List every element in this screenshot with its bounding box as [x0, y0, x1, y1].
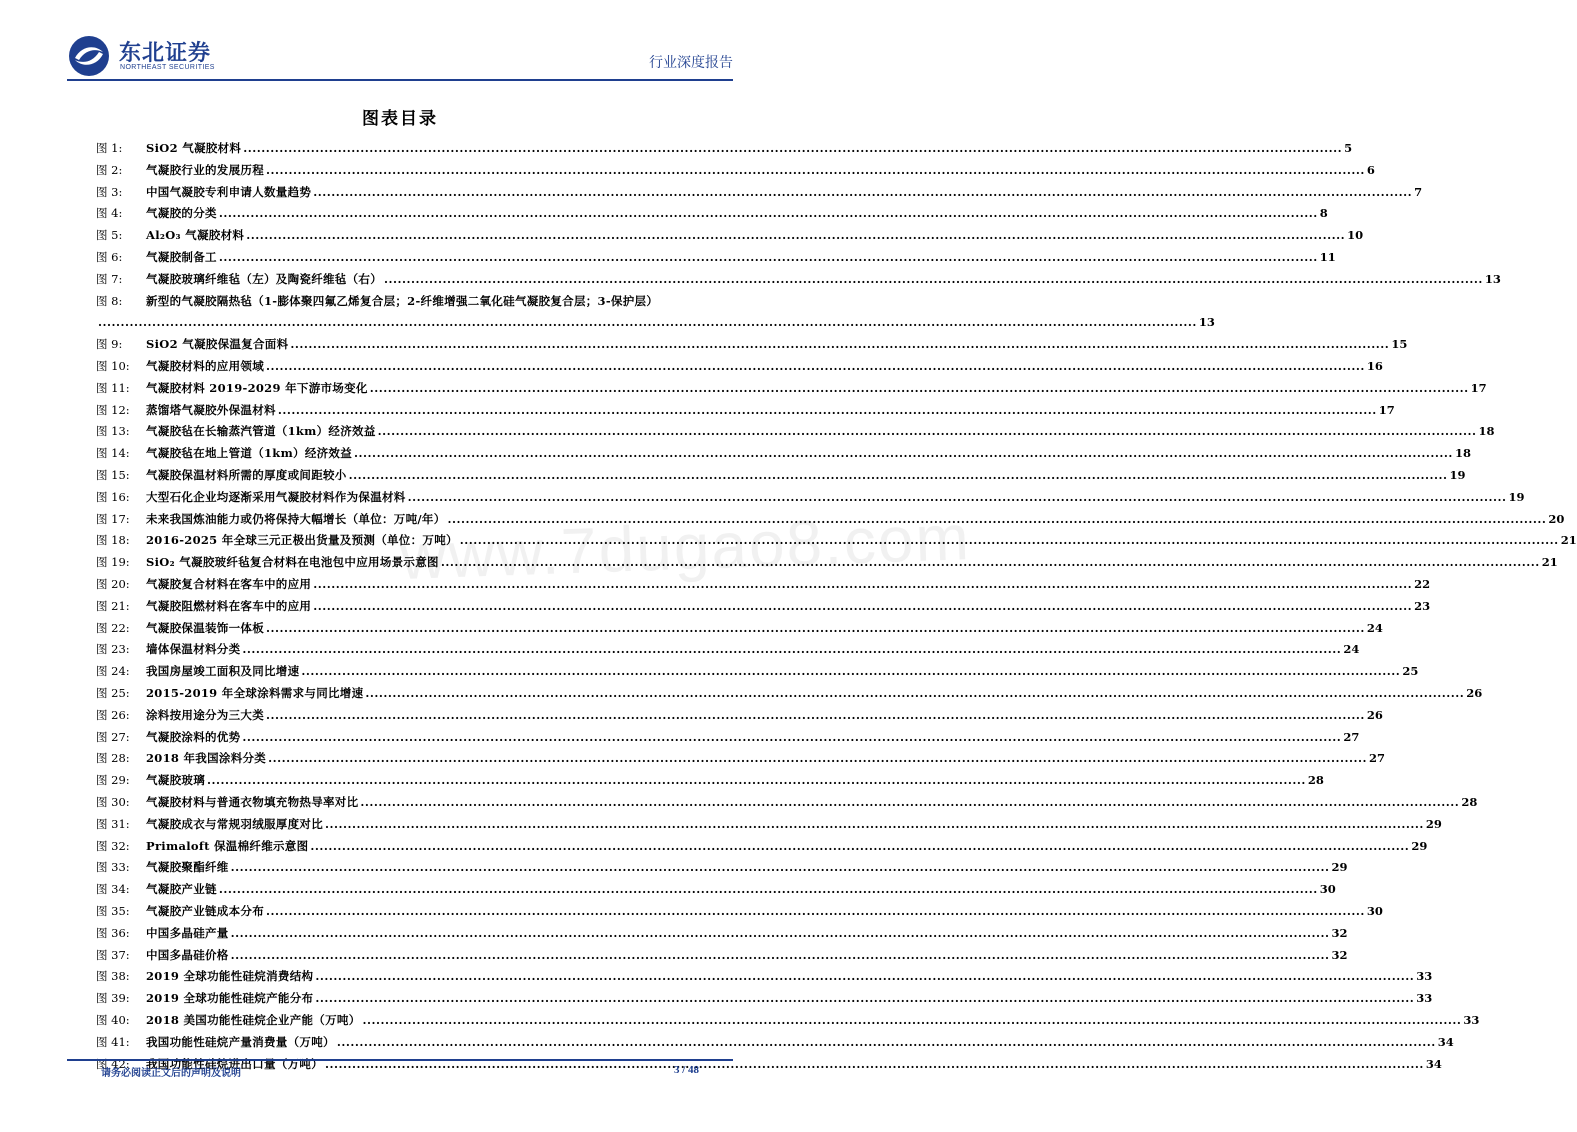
dot-leader	[349, 466, 1448, 484]
figure-title: 气凝胶成衣与常规羽绒服厚度对比	[146, 816, 323, 831]
dot-leader	[313, 575, 1412, 593]
toc-entry[interactable]	[96, 270, 1501, 288]
figure-number: 图 22:	[96, 620, 130, 635]
page-number: 29	[1411, 838, 1428, 853]
dot-leader	[246, 226, 1345, 244]
page-title: 图表目录	[362, 109, 438, 129]
page-indicator: 3 / 48	[673, 1064, 699, 1076]
figure-number: 图 3:	[96, 184, 123, 199]
page-number: 33	[1416, 991, 1433, 1006]
figure-number: 图 35:	[96, 904, 130, 918]
dot-leader	[266, 706, 1365, 724]
figure-title: 中国多晶硅产量	[146, 925, 229, 940]
page-number: 19	[1508, 489, 1525, 504]
dot-leader	[242, 640, 1341, 658]
toc-entry[interactable]	[96, 444, 1471, 462]
dot-leader	[266, 161, 1365, 179]
toc-entry[interactable]	[96, 967, 1433, 985]
figure-number: 图 29:	[96, 773, 130, 788]
toc-entry[interactable]	[96, 793, 1478, 811]
figure-title: 中国多晶硅价格	[146, 947, 229, 962]
figure-title: 气凝胶毡在长输蒸汽管道（1km）经济效益	[146, 424, 376, 439]
figure-number: 图 5:	[96, 228, 123, 243]
header-divider	[67, 79, 733, 81]
figure-title: 2015-2019 年全球涂料需求与同比增速	[146, 686, 364, 700]
footer-divider	[67, 1059, 733, 1061]
figure-number: 图 23:	[96, 642, 130, 657]
figure-title: 气凝胶保温装饰一体板	[146, 620, 264, 635]
toc-entry[interactable]	[96, 553, 1558, 571]
page-number: 27	[1369, 751, 1386, 766]
dot-leader	[290, 335, 1389, 353]
figure-title: 我国功能性硅烷进出口量（万吨）	[146, 1056, 323, 1071]
dot-leader	[310, 837, 1409, 855]
figure-number: 图 1:	[96, 141, 123, 155]
toc-entry[interactable]	[96, 706, 1383, 724]
page-number: 30	[1366, 904, 1383, 918]
toc-entry[interactable]	[96, 1033, 1454, 1051]
figure-title: 气凝胶涂料的优势	[146, 729, 241, 744]
toc-entry[interactable]	[96, 858, 1348, 876]
page-number: 33	[1463, 1013, 1480, 1027]
page-number: 18	[1478, 424, 1495, 439]
toc-entry[interactable]	[96, 597, 1431, 615]
company-name-cn: 东北证券	[119, 41, 212, 66]
page-number: 22	[1414, 577, 1431, 591]
figure-number: 图 27:	[96, 729, 130, 744]
dot-leader	[384, 270, 1483, 288]
dot-leader	[219, 248, 1318, 266]
figure-title: SiO2 气凝胶保温复合面料	[146, 337, 289, 352]
page-number: 28	[1461, 795, 1478, 809]
figure-title: 墙体保温材料分类	[146, 642, 241, 657]
page-number: 15	[1391, 337, 1408, 352]
figure-number: 图 11:	[96, 380, 130, 395]
page-number: 25	[1402, 664, 1419, 679]
toc-entry[interactable]	[96, 837, 1428, 855]
dot-leader	[325, 815, 1424, 833]
page-number: 32	[1331, 947, 1348, 962]
toc-entry[interactable]	[96, 139, 1353, 157]
dot-leader	[363, 1011, 1462, 1029]
toc-entry[interactable]	[96, 880, 1336, 898]
toc-entry[interactable]	[96, 510, 1565, 528]
dot-leader	[315, 989, 1414, 1007]
figure-number: 图 17:	[96, 511, 130, 526]
page-number: 8	[1319, 206, 1328, 221]
toc-entry[interactable]	[96, 619, 1383, 637]
figure-number: 图 36:	[96, 925, 130, 940]
toc-entry[interactable]	[96, 924, 1348, 942]
toc-entry[interactable]	[96, 531, 1577, 549]
toc-entry[interactable]	[96, 640, 1360, 658]
toc-entry[interactable]	[96, 488, 1525, 506]
figure-title: Primaloft 保温棉纤维示意图	[146, 838, 309, 853]
toc-entry[interactable]	[96, 989, 1433, 1007]
toc-entry[interactable]	[96, 749, 1386, 767]
figure-number: 图 25:	[96, 686, 130, 700]
figure-number: 图 37:	[96, 947, 130, 962]
dot-leader	[266, 902, 1365, 920]
figure-title: SiO2 气凝胶材料	[146, 141, 242, 155]
dot-leader	[360, 793, 1459, 811]
page-number: 33	[1416, 969, 1433, 984]
toc-entry[interactable]	[96, 728, 1360, 746]
page-number: 17	[1470, 380, 1487, 395]
dot-leader	[231, 946, 1330, 964]
dot-leader	[354, 444, 1453, 462]
figure-number: 图 41:	[96, 1034, 130, 1049]
dot-leader	[219, 880, 1318, 898]
figure-number: 图 15:	[96, 468, 130, 482]
dot-leader	[315, 967, 1414, 985]
page-number: 21	[1541, 555, 1558, 570]
figure-title: 气凝胶复合材料在客车中的应用	[146, 577, 312, 591]
figure-title: 中国气凝胶专利申请人数量趋势	[146, 184, 312, 199]
page-number: 5	[1344, 141, 1353, 155]
figure-title: 气凝胶制备工	[146, 250, 217, 264]
report-type-label: 行业深度报告	[649, 55, 733, 71]
figure-number: 图 2:	[96, 162, 123, 177]
dot-leader	[325, 1055, 1424, 1073]
dot-leader	[98, 313, 1197, 331]
figure-number: 图 26:	[96, 707, 130, 722]
figure-title: 气凝胶行业的发展历程	[146, 162, 264, 177]
toc-entry-continuation[interactable]	[96, 313, 1215, 331]
toc-entry[interactable]	[96, 335, 1408, 353]
dot-leader	[207, 771, 1306, 789]
figure-number: 图 42:	[96, 1056, 130, 1071]
figure-number: 图 32:	[96, 838, 130, 853]
page-number: 19	[1449, 468, 1466, 482]
figure-number: 图 7:	[96, 271, 123, 286]
page-number: 20	[1548, 511, 1565, 526]
figure-title: 2018 年我国涂料分类	[146, 751, 267, 766]
toc-entry[interactable]	[96, 357, 1383, 375]
page-number: 29	[1425, 816, 1442, 831]
figure-number: 图 33:	[96, 860, 130, 875]
toc-entry[interactable]	[96, 422, 1495, 440]
northeast-securities-logo-icon	[67, 34, 111, 78]
figure-title: 我国功能性硅烷产量消费量（万吨）	[146, 1034, 335, 1049]
figure-title: 气凝胶保温材料所需的厚度或间距较小	[146, 468, 347, 482]
dot-leader	[460, 531, 1559, 549]
figure-title: 气凝胶材料 2019-2029 年下游市场变化	[146, 380, 368, 395]
figure-title: 2018 美国功能性硅烷企业产能（万吨）	[146, 1013, 361, 1027]
dot-leader	[337, 1033, 1436, 1051]
page-number: 27	[1343, 729, 1360, 744]
toc-entry[interactable]	[96, 771, 1324, 789]
figure-title: 未来我国炼油能力或仍将保持大幅增长（单位：万吨/年）	[146, 511, 446, 526]
page-number: 34	[1425, 1056, 1442, 1071]
dot-leader	[219, 204, 1318, 222]
toc-entry[interactable]	[96, 161, 1375, 179]
footer-disclaimer: 请务必阅读正文后的声明及说明	[101, 1068, 241, 1079]
figure-title: 气凝胶材料与普通衣物填充物热导率对比	[146, 795, 359, 809]
figure-number: 图 10:	[96, 359, 130, 373]
watermark: www.7dugao8.com	[398, 501, 972, 593]
figure-number: 图 18:	[96, 533, 130, 548]
dot-leader	[313, 183, 1412, 201]
toc-entry[interactable]	[96, 292, 734, 310]
figure-title: 气凝胶玻璃	[146, 773, 205, 788]
toc-entry[interactable]	[96, 204, 1328, 222]
figure-title: 气凝胶毡在地上管道（1km）经济效益	[146, 446, 353, 461]
toc-entry[interactable]	[96, 248, 1336, 266]
figure-number: 图 30:	[96, 795, 130, 809]
figure-number: 图 13:	[96, 424, 130, 439]
dot-leader	[408, 488, 1507, 506]
figure-number: 图 19:	[96, 555, 130, 570]
toc-entry[interactable]	[96, 946, 1348, 964]
figure-number: 图 6:	[96, 250, 123, 264]
page-number: 32	[1331, 925, 1348, 940]
figure-title: 气凝胶的分类	[146, 206, 217, 221]
toc-entry[interactable]	[96, 401, 1395, 419]
figure-number: 图 40:	[96, 1013, 130, 1027]
toc-entry[interactable]	[96, 662, 1419, 680]
page-number: 6	[1366, 162, 1375, 177]
toc-entry[interactable]	[96, 684, 1483, 702]
dot-leader	[278, 401, 1377, 419]
figure-title: 新型的气凝胶隔热毡（1-膨体聚四氟乙烯复合层；2-纤维增强二氧化硅气凝胶复合层；3-保护层）	[146, 293, 659, 308]
figure-title: 气凝胶材料的应用领域	[146, 359, 264, 373]
figure-title: 我国房屋竣工面积及同比增速	[146, 664, 300, 679]
page-number: 17	[1378, 402, 1395, 417]
dot-leader	[243, 139, 1342, 157]
page-number: 16	[1366, 359, 1383, 373]
page-number: 7	[1414, 184, 1423, 199]
toc-entry[interactable]	[96, 1011, 1480, 1029]
figure-title: 气凝胶阻燃材料在客车中的应用	[146, 598, 312, 613]
dot-leader	[441, 553, 1540, 571]
page-number: 13	[1484, 271, 1501, 286]
toc-entry[interactable]	[96, 226, 1364, 244]
figure-number: 图 4:	[96, 206, 123, 221]
figure-title: 大型石化企业均逐渐采用气凝胶材料作为保温材料	[146, 489, 406, 504]
figure-number: 图 38:	[96, 969, 130, 984]
page-number: 26	[1466, 686, 1483, 700]
page-number: 28	[1307, 773, 1324, 788]
dot-leader	[365, 684, 1464, 702]
figure-number: 图 34:	[96, 882, 130, 897]
page-number: 30	[1319, 882, 1336, 897]
toc-entry[interactable]	[96, 575, 1431, 593]
page-number: 24	[1343, 642, 1360, 657]
figure-number: 图 12:	[96, 402, 130, 417]
page-number: 26	[1366, 707, 1383, 722]
figure-title: 气凝胶玻璃纤维毡（左）及陶瓷纤维毡（右）	[146, 271, 382, 286]
figure-number: 图 8:	[96, 293, 123, 308]
figure-title: 气凝胶产业链成本分布	[146, 904, 264, 918]
page-number: 34	[1437, 1034, 1454, 1049]
figure-title: 2019 全球功能性硅烷消费结构	[146, 969, 314, 984]
dot-leader	[266, 357, 1365, 375]
figure-title: 涂料按用途分为三大类	[146, 707, 264, 722]
figure-title: Al₂O₃ 气凝胶材料	[146, 228, 245, 243]
dot-leader	[266, 619, 1365, 637]
figure-number: 图 16:	[96, 489, 130, 504]
page-number: 29	[1331, 860, 1348, 875]
dot-leader	[231, 924, 1330, 942]
figure-title: 蒸馏塔气凝胶外保温材料	[146, 402, 276, 417]
page-number: 18	[1454, 446, 1471, 461]
page-number: 10	[1347, 228, 1364, 243]
page-number: 21	[1560, 533, 1577, 548]
figure-number: 图 9:	[96, 337, 123, 352]
dot-leader	[242, 728, 1341, 746]
page-number: 11	[1319, 250, 1336, 264]
dot-leader	[268, 749, 1367, 767]
page-number: 24	[1366, 620, 1383, 635]
figure-number: 图 24:	[96, 664, 130, 679]
page-number: 13	[1198, 315, 1215, 330]
toc-entry[interactable]	[96, 466, 1466, 484]
page-number: 23	[1414, 598, 1431, 613]
figure-title: 2019 全球功能性硅烷产能分布	[146, 991, 314, 1006]
figure-number: 图 39:	[96, 991, 130, 1006]
dot-leader	[313, 597, 1412, 615]
figure-number: 图 28:	[96, 751, 130, 766]
toc-entry[interactable]	[96, 815, 1442, 833]
toc-entry[interactable]	[96, 902, 1383, 920]
toc-entry[interactable]	[96, 183, 1423, 201]
dot-leader	[378, 422, 1477, 440]
dot-leader	[231, 858, 1330, 876]
figure-title: 气凝胶产业链	[146, 882, 217, 897]
figure-title: SiO₂ 气凝胶玻纤毡复合材料在电池包中应用场景示意图	[146, 555, 439, 570]
page-header	[67, 30, 733, 82]
figure-title: 2016-2025 年全球三元正极出货量及预测（单位：万吨）	[146, 533, 458, 548]
figure-number: 图 20:	[96, 577, 130, 591]
company-name-en: NORTHEAST SECURITIES	[120, 64, 215, 71]
dot-leader	[301, 662, 1400, 680]
dot-leader	[370, 379, 1469, 397]
figure-number: 图 21:	[96, 598, 130, 613]
figure-number: 图 14:	[96, 446, 130, 461]
figure-title: 气凝胶聚酯纤维	[146, 860, 229, 875]
dot-leader	[448, 510, 1547, 528]
toc-entry[interactable]	[96, 379, 1487, 397]
figure-number: 图 31:	[96, 816, 130, 831]
